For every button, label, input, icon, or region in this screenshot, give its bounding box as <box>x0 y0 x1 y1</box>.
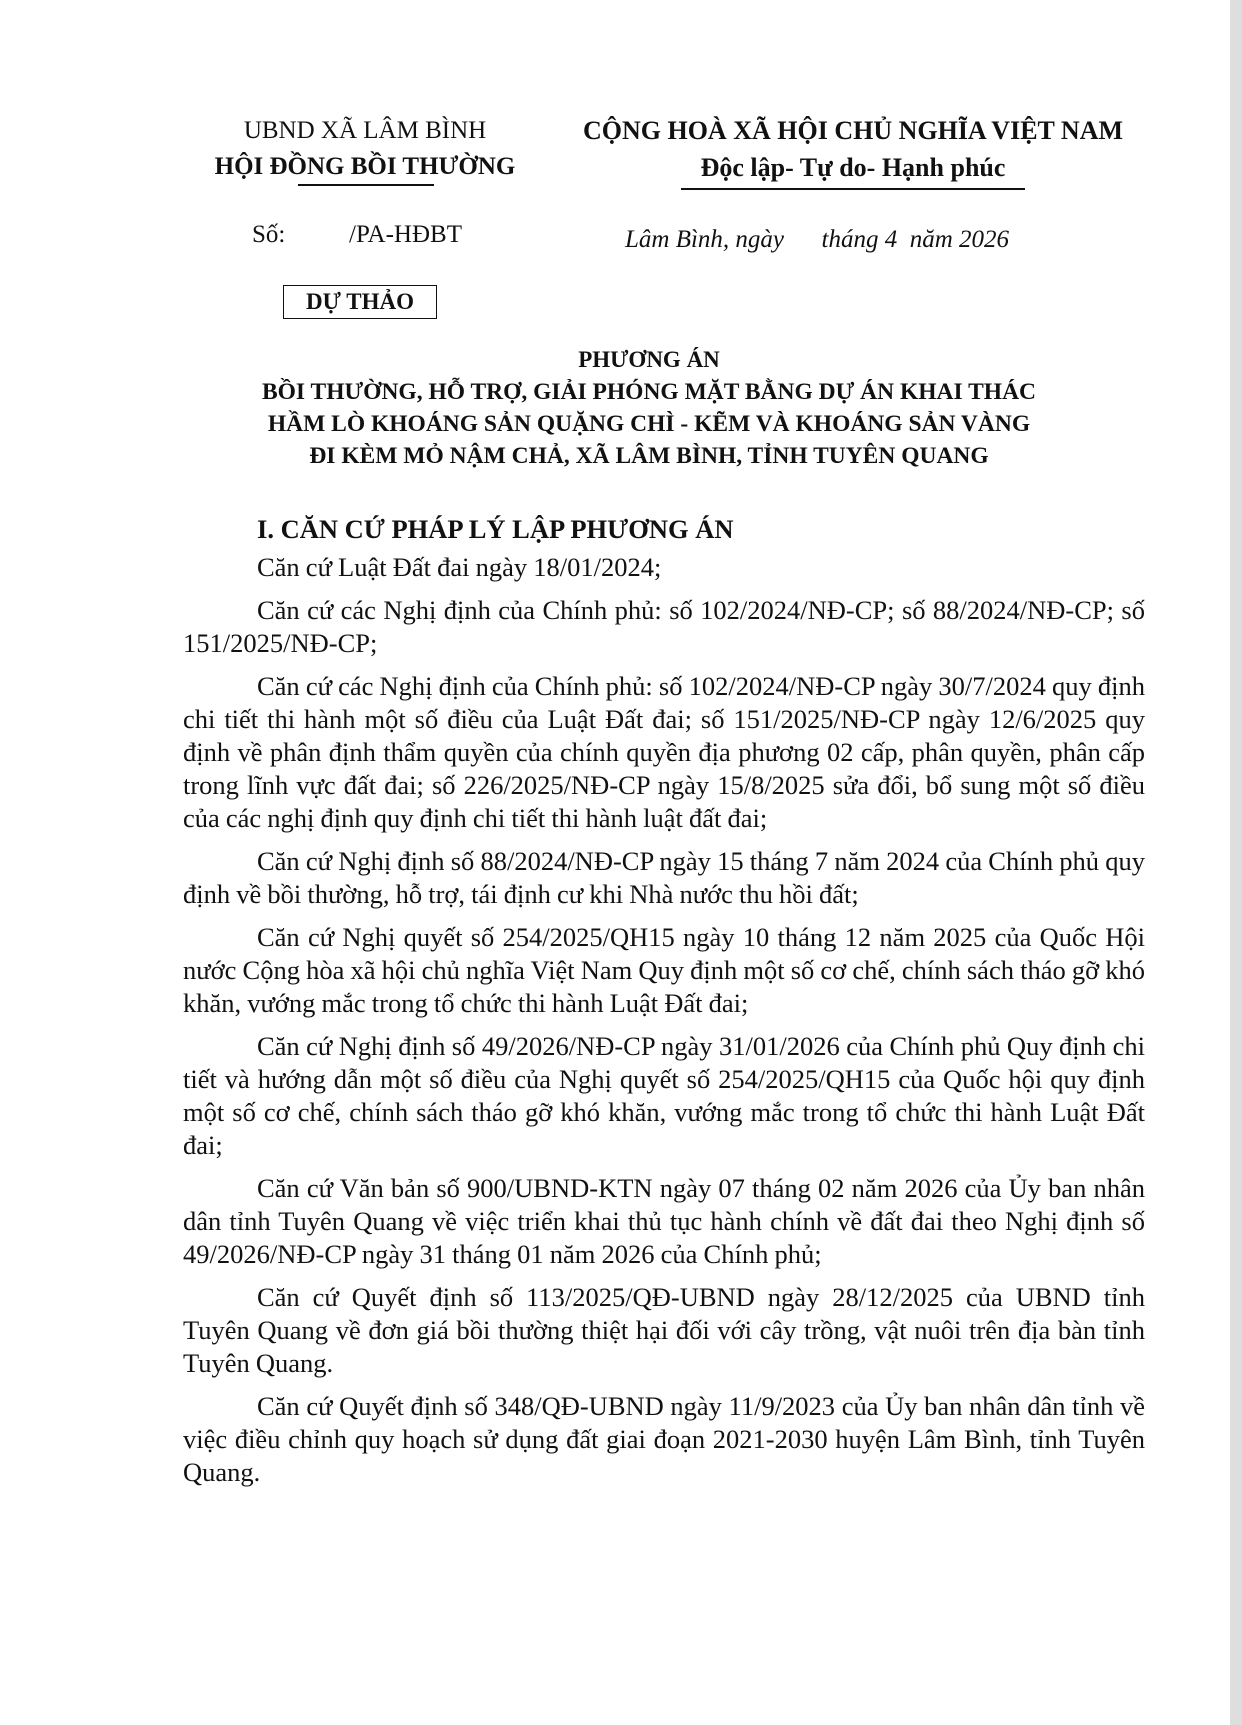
legal-basis-paragraph: Căn cứ Nghị quyết số 254/2025/QH15 ngày 10 tháng 12 năm 2025 của Quốc Hội nước Cộng hòa xã hội chủ nghĩa Việt Nam Quy định một số cơ chế, chính sách tháo gỡ khó khăn, vướng mắc trong tổ chức thi hành Luật Đất đai; <box>183 922 1145 1018</box>
legal-basis-paragraph: Căn cứ Nghị định số 49/2026/NĐ-CP ngày 31/01/2026 của Chính phủ Quy định chi tiết và hướng dẫn một số điều của Nghị quyết số 254/2025/QH15 của Quốc hội quy định một số cơ chế, chính sách tháo gỡ khó khăn, vướng mắc trong tổ chức thi hành Luật Đất đai; <box>183 1031 1145 1160</box>
legal-basis-paragraph: Căn cứ Luật Đất đai ngày 18/01/2024; <box>257 552 662 582</box>
national-title: CỘNG HOÀ XÃ HỘI CHỦ NGHĨA VIỆT NAM <box>582 116 1124 145</box>
document-body <box>183 512 1145 1499</box>
issuing-council: HỘI ĐỒNG BỒI THƯỜNG <box>214 153 516 180</box>
page-edge <box>1230 0 1242 1725</box>
legal-basis-paragraph: Căn cứ Văn bản số 900/UBND-KTN ngày 07 tháng 02 năm 2026 của Ủy ban nhân dân tỉnh Tuyên Quang về việc triển khai thủ tục hành chính về đất đai theo Nghị định số 49/2026/NĐ-CP ngày 31 tháng 01 năm 2026 của Chính phủ; <box>183 1173 1145 1269</box>
issuing-authority: UBND XÃ LÂM BÌNH <box>243 117 487 144</box>
subject-line: BỒI THƯỜNG, HỖ TRỢ, GIẢI PHÓNG MẶT BẰNG DỰ ÁN KHAI THÁC <box>261 379 1037 405</box>
subject-line: ĐI KÈM MỎ NẬM CHẢ, XÃ LÂM BÌNH, TỈNH TUYÊN QUANG <box>309 443 989 469</box>
subject-line: HẦM LÒ KHOÁNG SẢN QUẶNG CHÌ - KẼM VÀ KHOÁNG SẢN VÀNG <box>267 411 1031 437</box>
document-number-code: /PA-HĐBT <box>349 221 462 248</box>
legal-basis-paragraph: Căn cứ các Nghị định của Chính phủ: số 102/2024/NĐ-CP; số 88/2024/NĐ-CP; số 151/2025/NĐ-CP; <box>183 595 1145 658</box>
document-heading: PHƯƠNG ÁN <box>578 347 720 372</box>
place-date: Lâm Bình, ngày tháng 4 năm 2026 <box>625 226 1010 253</box>
motto-underline <box>681 188 1025 190</box>
national-motto: Độc lập- Tự do- Hạnh phúc <box>700 153 1006 182</box>
legal-basis-paragraph: Căn cứ Nghị định số 88/2024/NĐ-CP ngày 15 tháng 7 năm 2024 của Chính phủ quy định về bồi thường, hỗ trợ, tái định cư khi Nhà nước thu hồi đất; <box>183 846 1145 909</box>
draft-stamp: DỰ THẢO <box>283 285 437 319</box>
council-underline <box>298 184 434 186</box>
document-subject <box>190 376 1108 472</box>
legal-basis-paragraph: Căn cứ các Nghị định của Chính phủ: số 102/2024/NĐ-CP ngày 30/7/2024 quy định chi tiết thi hành một số điều của Luật Đất đai; số 151/2025/NĐ-CP ngày 12/6/2025 quy định về phân định thẩm quyền của chính quyền địa phương 02 cấp, phân quyền, phân cấp trong lĩnh vực đất đai; số 226/2025/NĐ-CP ngày 15/8/2025 sửa đổi, bổ sung một số điều của các nghị định quy định chi tiết thi hành luật đất đai; <box>183 671 1145 833</box>
legal-basis-paragraph: Căn cứ Quyết định số 113/2025/QĐ-UBND ngày 28/12/2025 của UBND tỉnh Tuyên Quang về đơn giá bồi thường thiệt hại đối với cây trồng, vật nuôi trên địa bàn tỉnh Tuyên Quang. <box>183 1282 1145 1378</box>
section-heading: I. CĂN CỨ PHÁP LÝ LẬP PHƯƠNG ÁN <box>257 514 734 544</box>
document-number-label: Số: <box>252 221 286 248</box>
legal-basis-paragraph: Căn cứ Quyết định số 348/QĐ-UBND ngày 11/9/2023 của Ủy ban nhân dân tỉnh về việc điều chỉnh quy hoạch sử dụng đất giai đoạn 2021-2030 huyện Lâm Bình, tỉnh Tuyên Quang. <box>183 1391 1145 1487</box>
